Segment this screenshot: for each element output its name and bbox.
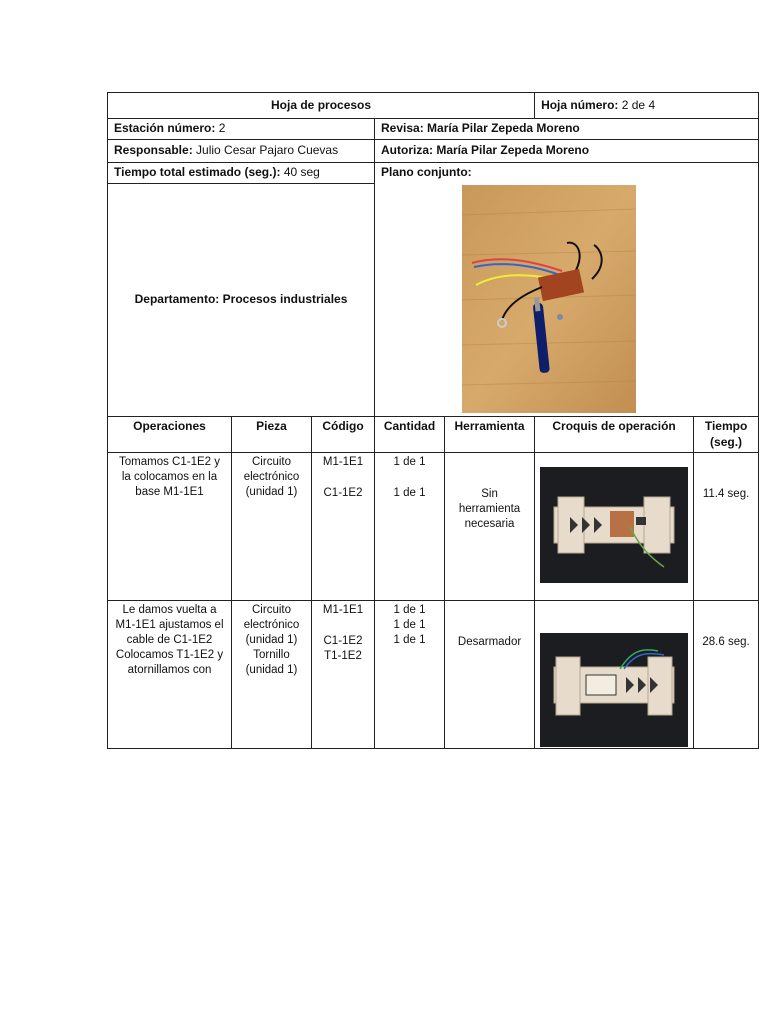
code-list	[312, 453, 375, 601]
operation-text: Tomamos C1-1E2 y la colocamos en la base M1-1E1	[108, 453, 232, 601]
code-item: C1-1E2	[323, 635, 363, 648]
authorizer-label: Autoriza:	[381, 143, 433, 158]
col-quantity: Cantidad	[375, 417, 445, 453]
col-operations: Operaciones	[108, 417, 232, 453]
sketch-cell	[535, 453, 694, 601]
quantity-list	[375, 601, 445, 749]
col-tool: Herramienta	[445, 417, 535, 453]
reviewer-value: María Pilar Zepeda Moreno	[427, 121, 580, 136]
sketch-photo-2	[540, 633, 688, 747]
quantity-item: 1 de 1	[393, 634, 426, 647]
responsible-value: Julio Cesar Pajaro Cuevas	[196, 143, 339, 158]
sketch-photo-1	[540, 467, 688, 583]
time-total-value: 40 seg	[283, 165, 320, 180]
plan-cell	[375, 163, 759, 417]
code-item: M1-1E1	[322, 604, 364, 617]
quantity-item: 1 de 1	[393, 487, 426, 500]
table-row	[108, 601, 759, 749]
station-cell	[108, 119, 375, 140]
time-text: 11.4 seg.	[694, 453, 759, 601]
department-cell	[108, 184, 375, 417]
station-value: 2	[218, 121, 226, 136]
sketch-cell	[535, 601, 694, 749]
code-item: M1-1E1	[322, 456, 364, 469]
assembly-photo	[462, 185, 636, 413]
col-code: Código	[312, 417, 375, 453]
time-total-label: Tiempo total estimado (seg.):	[114, 165, 281, 180]
reviewer-label: Revisa:	[381, 121, 424, 136]
code-item: T1-1E2	[324, 650, 362, 663]
plan-label: Plano conjunto:	[381, 165, 472, 179]
quantity-list	[375, 453, 445, 601]
tool-text: Sin herramienta necesaria	[445, 453, 535, 601]
department-label: Departamento:	[134, 292, 220, 307]
quantity-item: 1 de 1	[393, 456, 426, 469]
col-time: Tiempo (seg.)	[694, 417, 759, 453]
quantity-item: 1 de 1	[393, 604, 426, 617]
code-item: C1-1E2	[323, 487, 363, 500]
col-piece: Pieza	[232, 417, 312, 453]
sheet-number-value: 2 de 4	[621, 97, 656, 112]
authorizer-cell	[375, 140, 759, 163]
table-row	[108, 453, 759, 601]
time-total-cell	[108, 163, 375, 184]
authorizer-value: María Pilar Zepeda Moreno	[436, 143, 590, 158]
time-text: 28.6 seg.	[694, 601, 759, 749]
responsible-label: Responsable:	[114, 143, 193, 158]
sheet-number-label: Hoja número:	[541, 97, 619, 112]
operation-text: Le damos vuelta a M1-1E1 ajustamos el cable de C1-1E2 Colocamos T1-1E2 y atornillamos con	[108, 601, 232, 749]
code-list	[312, 601, 375, 749]
department-value: Procesos industriales	[222, 292, 348, 307]
reviewer-cell	[375, 119, 759, 140]
tool-text: Desarmador	[445, 601, 535, 749]
piece-text: Circuito electrónico (unidad 1)	[232, 453, 312, 601]
sheet-number	[535, 93, 759, 119]
piece-text: Circuito electrónico (unidad 1) Tornillo (unidad 1)	[232, 601, 312, 749]
quantity-item: 1 de 1	[393, 619, 426, 632]
col-sketch: Croquis de operación	[535, 417, 694, 453]
sheet-title: Hoja de procesos	[108, 93, 535, 119]
station-label: Estación número:	[114, 121, 216, 136]
responsible-cell	[108, 140, 375, 163]
process-sheet-table	[107, 92, 759, 749]
